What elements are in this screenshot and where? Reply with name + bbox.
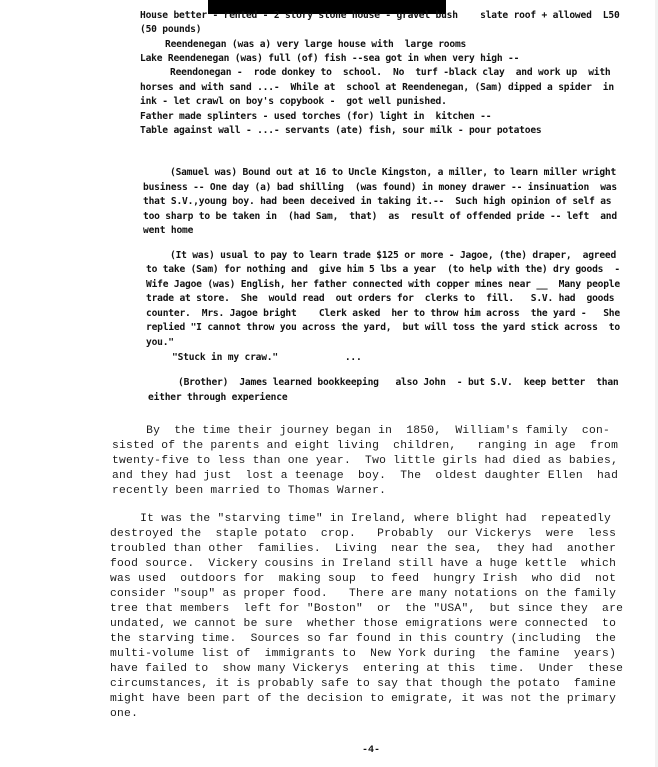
note-line: "Stuck in my craw." ... bbox=[172, 352, 362, 363]
body-line: food source. Vickery cousins in Ireland still have a huge kettle which bbox=[110, 558, 617, 570]
note-line: Lake Reendenegan (was) full (of) fish --sea got in when very high -- bbox=[140, 53, 520, 64]
note-line: (Brother) James learned bookkeeping also John - but S.V. keep better than bbox=[178, 377, 619, 388]
body-line: one. bbox=[110, 708, 139, 720]
note-line: Reendenegan (was a) very large house with large rooms bbox=[165, 39, 467, 50]
note-line: (50 pounds) bbox=[140, 24, 202, 35]
note-line: counter. Mrs. Jagoe bright Clerk asked her to throw him across the yard - She bbox=[146, 308, 620, 319]
note-line: replied "I cannot throw you across the yard, but will toss the yard stick across to bbox=[146, 322, 620, 333]
note-line: (Samuel was) Bound out at 16 to Uncle Kingston, a miller, to learn miller wright bbox=[170, 167, 617, 178]
note-line: to take (Sam) for nothing and give him 5 lbs a year (to help with the) dry goods - bbox=[146, 264, 620, 275]
body-line: It was the "starving time" in Ireland, where blight had repeatedly bbox=[112, 513, 612, 525]
note-line: trade at store. She would read out orders for clerks to fill. S.V. had goods bbox=[146, 293, 615, 304]
page-number: -4- bbox=[362, 745, 381, 756]
note-line: Wife Jagoe (was) English, her father connected with copper mines near __ Many people bbox=[146, 279, 620, 290]
note-line: that S.V.,young boy. had been deceived in taking it.-- Such high opinion of self as bbox=[143, 196, 612, 207]
note-line: ink - let crawl on boy's copybook - got well punished. bbox=[140, 96, 447, 107]
body-line: and they had just lost a teenage boy. The oldest daughter Ellen had bbox=[112, 470, 619, 482]
body-line: circumstances, it is probably safe to say that though the potato famine bbox=[110, 678, 617, 690]
body-line: destroyed the staple potato crop. Probably our Vickerys were less bbox=[110, 528, 617, 540]
body-line: tree that members left for "Boston" or the "USA", but since they are bbox=[110, 603, 624, 615]
body-line: the starving time. Sources so far found in this country (including the bbox=[110, 633, 617, 645]
body-line: multi-volume list of immigrants to New York during the famine years) bbox=[110, 648, 617, 660]
body-line: recently been married to Thomas Warner. bbox=[112, 485, 387, 497]
note-line: (It was) usual to pay to learn trade $125 or more - Jagoe, (the) draper, agreed bbox=[170, 250, 617, 261]
body-line: undated, we cannot be sure whether those emigrations were connected to bbox=[110, 618, 617, 630]
note-line: Father made splinters - used torches (for) light in kitchen -- bbox=[140, 111, 492, 122]
note-line: business -- One day (a) bad shilling (was found) in money drawer -- insinuation was bbox=[143, 182, 617, 193]
note-line: Table against wall - ...- servants (ate) fish, sour milk - pour potatoes bbox=[140, 125, 542, 136]
body-line: have failed to show many Vickerys entering at this time. Under these bbox=[110, 663, 624, 675]
note-line: too sharp to be taken in (had Sam, that) as result of offended pride -- left and bbox=[143, 211, 617, 222]
body-line: sisted of the parents and eight living children, ranging in age from bbox=[112, 440, 619, 452]
note-line: House better - rented - 2 story stone house - gravel bush slate roof + allowed L50 bbox=[140, 10, 620, 21]
body-line: By the time their journey began in 1850, William's family con- bbox=[118, 425, 611, 437]
note-line: either through experience bbox=[148, 392, 288, 403]
body-line: consider "soup" as proper food. There are many notations on the family bbox=[110, 588, 617, 600]
note-line: you." bbox=[146, 337, 174, 348]
note-line: went home bbox=[143, 225, 194, 236]
note-line: Reendonegan - rode donkey to school. No turf -black clay and work up with bbox=[170, 67, 611, 78]
body-line: twenty-five to less than one year. Two little girls had died as babies, bbox=[112, 455, 619, 467]
note-line: horses and with sand ...- While at school at Reendenegan, (Sam) dipped a spider in bbox=[140, 82, 614, 93]
body-line: troubled than other families. Living near the sea, they had another bbox=[110, 543, 617, 555]
body-line: might have been part of the decision to emigrate, it was not the primary bbox=[110, 693, 617, 705]
body-line: was used outdoors for making soup to feed hungry Irish who did not bbox=[110, 573, 617, 585]
